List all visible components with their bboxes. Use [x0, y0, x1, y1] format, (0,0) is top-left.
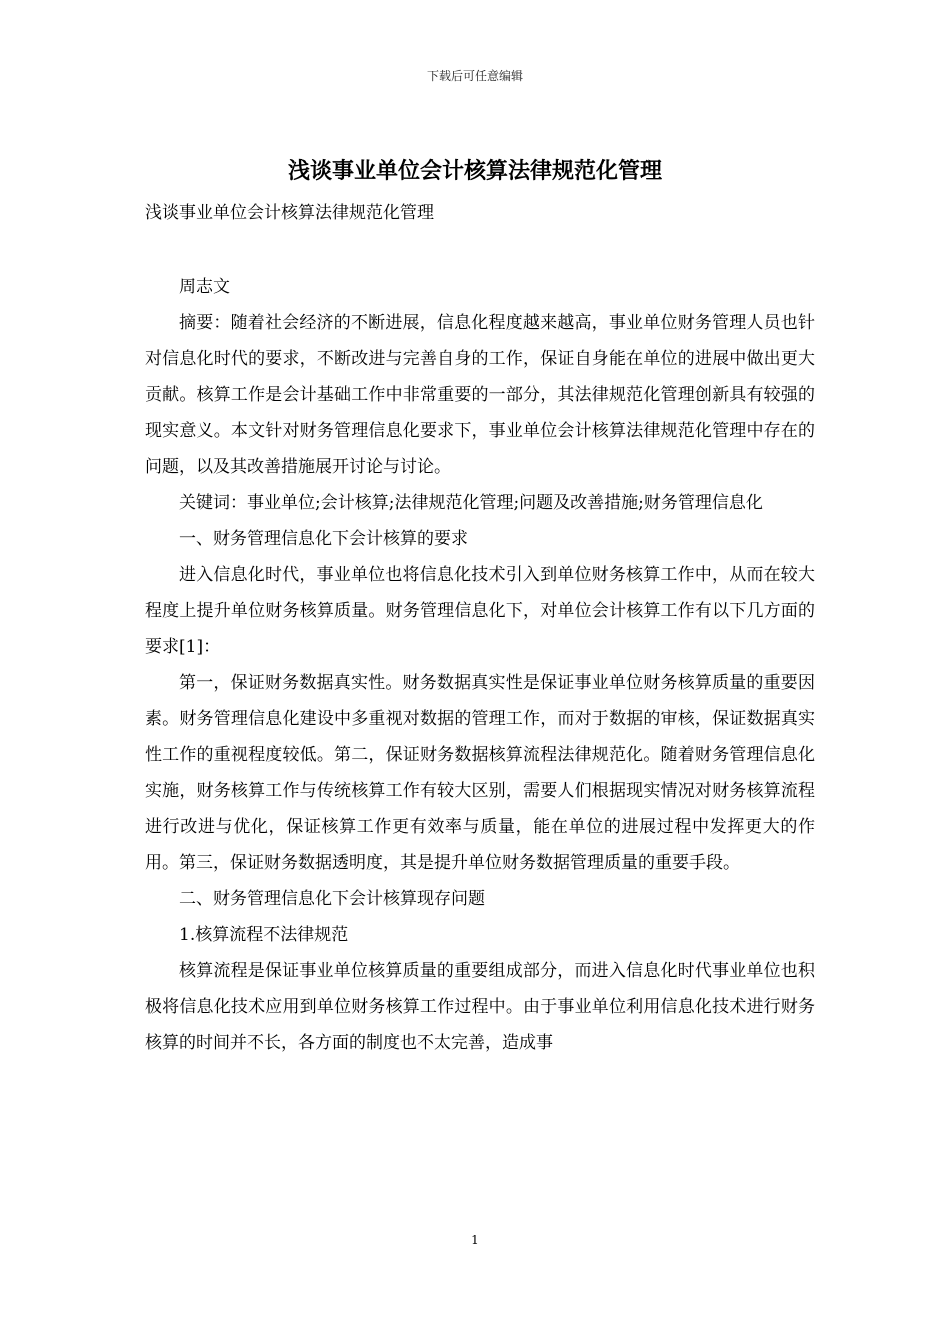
body-paragraph: 第一，保证财务数据真实性。财务数据真实性是保证事业单位财务核算质量的重要因素。财务管理信息化建设中多重视对数据的管理工作，而对于数据的审核，保证数据真实性工作的重视程度较低。第二，保证财务数据核算流程法律规范化。随着财务管理信息化实施，财务核算工作与传统核算工作有较大区别，需要人们根据现实情况对财务核算流程进行改进与优化，保证核算工作更有效率与质量，能在单位的进展过程中发挥更大的作用。第三，保证财务数据透明度，其是提升单位财务数据管理质量的重要手段。	[145, 673, 815, 873]
subsection-heading: 1.核算流程不法律规范	[179, 925, 349, 945]
section-heading-2: 二、财务管理信息化下会计核算现存问题	[179, 889, 485, 909]
document-body	[145, 269, 815, 1061]
body-paragraph: 进入信息化时代，事业单位也将信息化技术引入到单位财务核算工作中，从而在较大程度上提升单位财务核算质量。财务管理信息化下，对单位会计核算工作有以下几方面的要求[1]：	[145, 565, 815, 657]
body-paragraph: 核算流程是保证事业单位核算质量的重要组成部分，而进入信息化时代事业单位也积极将信息化技术应用到单位财务核算工作过程中。由于事业单位利用信息化技术进行财务核算的时间并不长，各方面的制度也不太完善，造成事	[145, 961, 815, 1053]
document-title: 浅谈事业单位会计核算法律规范化管理	[287, 158, 662, 184]
author-line: 周志文	[179, 277, 230, 297]
section-heading-1: 一、财务管理信息化下会计核算的要求	[179, 529, 468, 549]
page-number: 1	[471, 1233, 479, 1247]
document-subtitle: 浅谈事业单位会计核算法律规范化管理	[145, 203, 434, 223]
keywords-paragraph: 关键词：事业单位;会计核算;法律规范化管理;问题及改善措施;财务管理信息化	[179, 493, 763, 513]
abstract-paragraph: 摘要：随着社会经济的不断进展，信息化程度越来越高，事业单位财务管理人员也针对信息化时代的要求，不断改进与完善自身的工作，保证自身能在单位的进展中做出更大贡献。核算工作是会计基础工作中非常重要的一部分，其法律规范化管理创新具有较强的现实意义。本文针对财务管理信息化要求下，事业单位会计核算法律规范化管理中存在的问题，以及其改善措施展开讨论与讨论。	[145, 313, 815, 477]
header-note: 下载后可任意编辑	[426, 69, 523, 83]
